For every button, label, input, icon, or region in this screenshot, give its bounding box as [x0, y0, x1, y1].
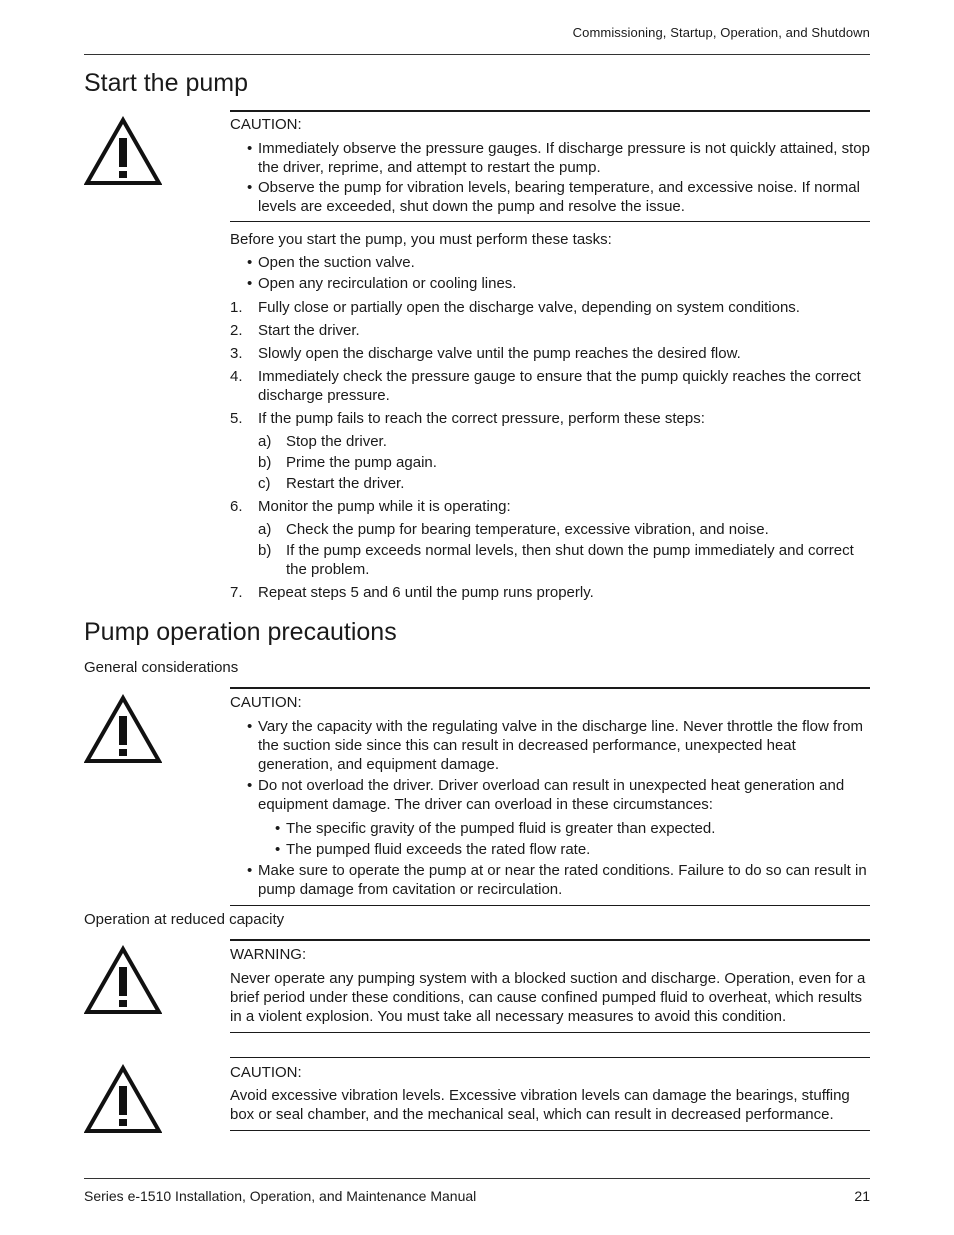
step-item: [230, 497, 870, 579]
substep-text: Check the pump for bearing temperature, excessive vibration, and noise.: [286, 521, 769, 538]
caution-label: CAUTION:: [230, 116, 302, 133]
step-text: Immediately check the pressure gauge to ensure that the pump quickly reaches the correct discharge pressure.: [258, 368, 861, 404]
subheading-reduced-capacity: Operation at reduced capacity: [84, 911, 285, 928]
step-number: 3.: [230, 345, 243, 362]
footer-rule: [84, 1178, 870, 1179]
prereq-item: • Open the suction valve.: [230, 253, 870, 272]
substep-letter: b): [258, 542, 272, 559]
step-item: [230, 583, 870, 602]
caution-label: CAUTION:: [230, 1064, 302, 1081]
substep-item: [230, 432, 870, 451]
warning-triangle-icon: [84, 1064, 162, 1134]
caution-sub-bullet-list: [230, 819, 870, 859]
caution-bullet: • Make sure to operate the pump at or near the rated conditions. Failure to do so can result in pump damage from cavitation or recirculation.: [230, 861, 870, 899]
substep-text: Prime the pump again.: [286, 454, 437, 471]
substep-item: [230, 453, 870, 472]
caution-text: Avoid excessive vibration levels. Excessive vibration levels can damage the bearings, stuffing box or seal chamber, and the mechanical seal, which can result in decreased performance.: [230, 1087, 850, 1123]
running-header: Commissioning, Startup, Operation, and Shutdown: [572, 25, 870, 40]
caution-bullet: • Observe the pump for vibration levels, bearing temperature, and excessive noise. If normal levels are exceeded, shut down the pump and resolve the issue.: [230, 178, 870, 216]
procedure-steps: [230, 298, 870, 602]
substep-text: If the pump exceeds normal levels, then shut down the pump immediately and correct the problem.: [286, 542, 854, 578]
substep-item: [230, 520, 870, 539]
procedure-intro: Before you start the pump, you must perform these tasks:: [230, 231, 612, 248]
step-text: Repeat steps 5 and 6 until the pump runs properly.: [258, 584, 594, 601]
caution-sub-bullet: • The pumped fluid exceeds the rated flow rate.: [230, 840, 870, 859]
step-text: If the pump fails to reach the correct pressure, perform these steps:: [258, 410, 705, 427]
substep-letter: a): [258, 521, 272, 538]
step-item: [230, 344, 870, 363]
step-item: [230, 409, 870, 493]
substep-text: Stop the driver.: [286, 433, 387, 450]
caution-bullet: • Do not overload the driver. Driver overload can result in unexpected heat generation and equipment damage. The driver can overload in these circumstances:: [230, 776, 870, 814]
step-text: Monitor the pump while it is operating:: [258, 498, 511, 515]
step-number: 1.: [230, 299, 243, 316]
substep-letter: c): [258, 475, 271, 492]
step-text: Slowly open the discharge valve until the pump reaches the desired flow.: [258, 345, 741, 362]
warning-triangle-icon: [84, 694, 162, 764]
caution-bullet-list: [230, 717, 870, 814]
header-rule: [84, 54, 870, 55]
substep-text: Restart the driver.: [286, 475, 405, 492]
page-number: 21: [854, 1188, 870, 1204]
caution-box-start: [230, 110, 870, 222]
substep-list: [230, 432, 870, 493]
caution-sub-bullet: • The specific gravity of the pumped fluid is greater than expected.: [230, 819, 870, 838]
step-item: [230, 367, 870, 405]
substep-item: [230, 541, 870, 579]
substep-letter: a): [258, 433, 272, 450]
step-item: [230, 298, 870, 317]
warning-label: WARNING:: [230, 946, 307, 963]
warning-triangle-icon: [84, 945, 162, 1015]
step-text: Fully close or partially open the discharge valve, depending on system conditions.: [258, 299, 800, 316]
substep-item: [230, 474, 870, 493]
procedure-block: [230, 230, 870, 602]
prereq-list: [230, 253, 870, 293]
caution-label: CAUTION:: [230, 694, 302, 711]
caution-bullet-list: [230, 139, 870, 216]
caution-bullet: • Immediately observe the pressure gauges. If discharge pressure is not quickly attained, stop the driver, reprime, and attempt to restart the pump.: [230, 139, 870, 177]
step-number: 6.: [230, 498, 243, 515]
warning-triangle-icon: [84, 116, 162, 186]
subheading-general-considerations: General considerations: [84, 659, 239, 676]
step-text: Start the driver.: [258, 322, 360, 339]
step-number: 4.: [230, 368, 243, 385]
step-item: [230, 321, 870, 340]
step-number: 2.: [230, 322, 243, 339]
caution-bullet-list: [230, 861, 870, 899]
substep-list: [230, 520, 870, 579]
footer-manual-title: Series e-1510 Installation, Operation, and Maintenance Manual: [84, 1188, 477, 1204]
caution-bullet: • Vary the capacity with the regulating valve in the discharge line. Never throttle the flow from the suction side since this can result in decreased performance, unexpected heat generation, and equipment damage.: [230, 717, 870, 774]
section-title-pump-operation-precautions: Pump operation precautions: [84, 618, 397, 646]
caution-box-vibration: [230, 1057, 870, 1131]
section-title-start-the-pump: Start the pump: [84, 69, 248, 97]
substep-letter: b): [258, 454, 272, 471]
step-number: 5.: [230, 410, 243, 427]
prereq-item: • Open any recirculation or cooling lines.: [230, 274, 870, 293]
warning-box: [230, 939, 870, 1033]
warning-text: Never operate any pumping system with a blocked suction and discharge. Operation, even for a brief period under these conditions, can cause confined pumped fluid to overheat, which results in a violent explosion. You must take all necessary measures to avoid this condition.: [230, 970, 866, 1025]
step-number: 7.: [230, 584, 243, 601]
caution-box-general: [230, 687, 870, 906]
